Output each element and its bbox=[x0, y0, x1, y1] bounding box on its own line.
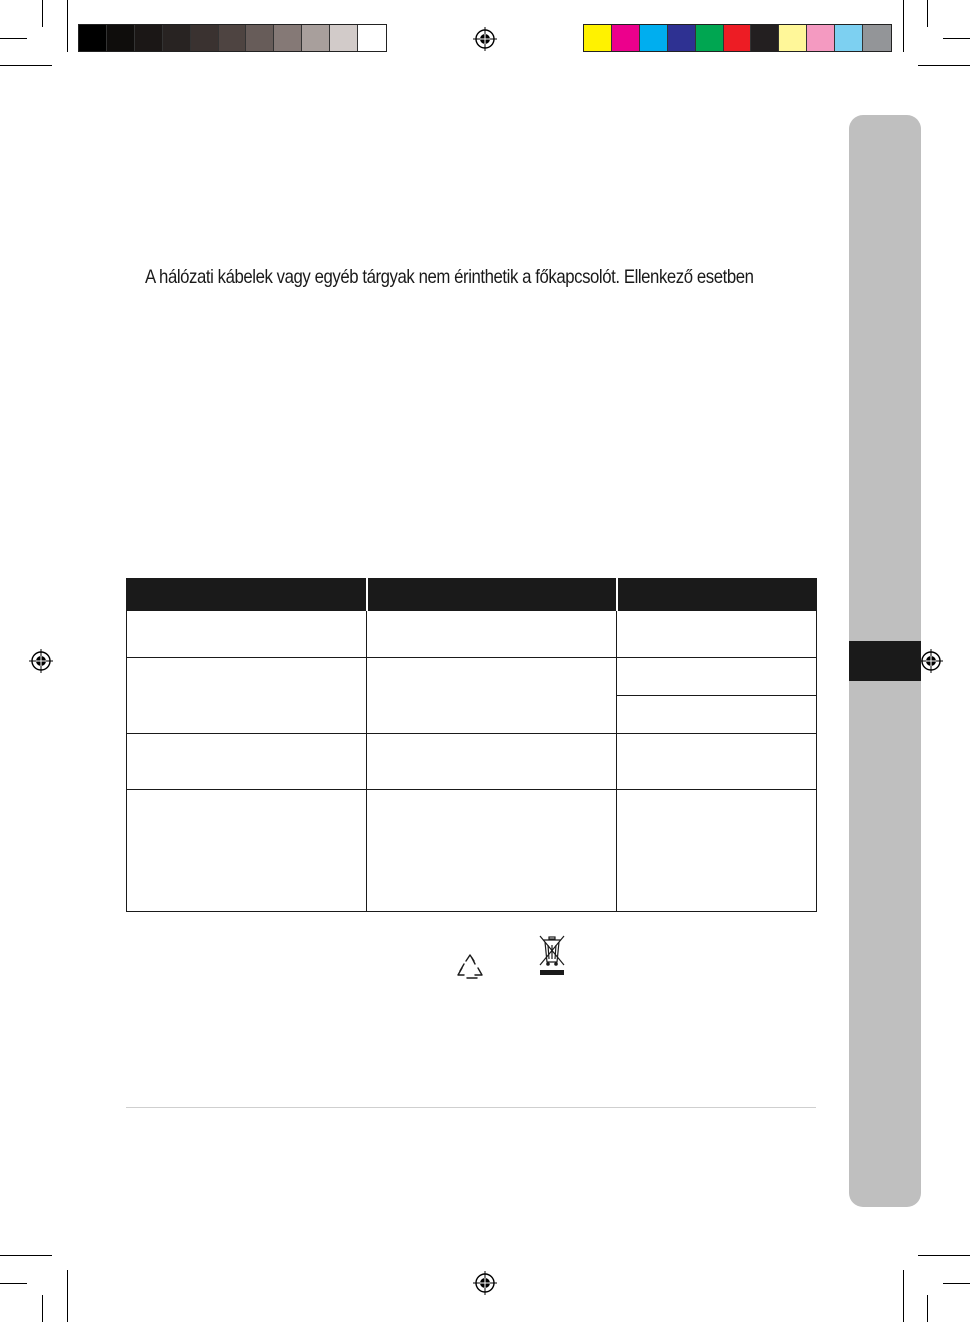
table-cell bbox=[367, 611, 617, 658]
registration-mark-icon bbox=[29, 649, 53, 673]
table-cell bbox=[127, 611, 367, 658]
table-header-row bbox=[127, 579, 817, 611]
color-swatch bbox=[358, 25, 386, 51]
grayscale-color-bar bbox=[78, 24, 387, 52]
crop-mark bbox=[943, 38, 970, 39]
color-swatch bbox=[640, 25, 668, 51]
registration-mark-icon bbox=[919, 649, 943, 673]
table-row bbox=[127, 790, 817, 912]
color-swatch bbox=[779, 25, 807, 51]
crop-mark bbox=[42, 1295, 43, 1322]
table-header-cell bbox=[367, 579, 617, 611]
table-header-cell bbox=[617, 579, 817, 611]
color-swatch bbox=[807, 25, 835, 51]
color-swatch bbox=[107, 25, 135, 51]
crop-mark bbox=[67, 0, 68, 52]
table-cell bbox=[617, 734, 817, 790]
table-cell bbox=[367, 658, 617, 734]
crossed-out-bin-icon bbox=[537, 934, 567, 978]
color-swatch bbox=[696, 25, 724, 51]
color-swatch bbox=[79, 25, 107, 51]
color-swatch bbox=[724, 25, 752, 51]
process-color-bar bbox=[583, 24, 892, 52]
color-swatch bbox=[863, 25, 891, 51]
table-cell bbox=[127, 734, 367, 790]
color-swatch bbox=[274, 25, 302, 51]
table-cell bbox=[617, 696, 817, 734]
crop-mark bbox=[903, 1270, 904, 1322]
footer-divider bbox=[126, 1107, 816, 1108]
table-cell bbox=[617, 790, 817, 912]
color-swatch bbox=[330, 25, 358, 51]
table-row bbox=[127, 611, 817, 658]
spec-table bbox=[126, 578, 817, 912]
color-swatch bbox=[219, 25, 247, 51]
crop-mark bbox=[903, 0, 904, 52]
crop-mark bbox=[0, 65, 52, 66]
crop-mark bbox=[42, 0, 43, 27]
crop-mark bbox=[0, 38, 27, 39]
crop-mark bbox=[918, 65, 970, 66]
color-swatch bbox=[835, 25, 863, 51]
crop-mark bbox=[943, 1283, 970, 1284]
side-tab-marker bbox=[849, 641, 921, 681]
recycle-icon bbox=[455, 953, 485, 983]
color-swatch bbox=[668, 25, 696, 51]
crop-mark bbox=[0, 1255, 52, 1256]
crop-mark bbox=[927, 1295, 928, 1322]
color-swatch bbox=[751, 25, 779, 51]
table-header-cell bbox=[127, 579, 367, 611]
table-cell bbox=[617, 658, 817, 696]
color-swatch bbox=[163, 25, 191, 51]
table-cell bbox=[127, 790, 367, 912]
color-swatch bbox=[584, 25, 612, 51]
crop-mark bbox=[927, 0, 928, 27]
color-swatch bbox=[191, 25, 219, 51]
crop-mark bbox=[67, 1270, 68, 1322]
table-row bbox=[127, 658, 817, 696]
table-cell bbox=[367, 734, 617, 790]
registration-mark-icon bbox=[473, 27, 497, 51]
table-row bbox=[127, 734, 817, 790]
color-swatch bbox=[246, 25, 274, 51]
crop-mark bbox=[918, 1255, 970, 1256]
color-swatch bbox=[135, 25, 163, 51]
table-cell bbox=[367, 790, 617, 912]
registration-mark-icon bbox=[473, 1271, 497, 1295]
color-swatch bbox=[302, 25, 330, 51]
crop-mark bbox=[0, 1283, 27, 1284]
color-swatch bbox=[612, 25, 640, 51]
table-cell bbox=[617, 611, 817, 658]
table-cell bbox=[127, 658, 367, 734]
body-text-line: A hálózati kábelek vagy egyéb tárgyak nem érinthetik a főkapcsolót. Ellenkező esetben bbox=[145, 266, 754, 288]
